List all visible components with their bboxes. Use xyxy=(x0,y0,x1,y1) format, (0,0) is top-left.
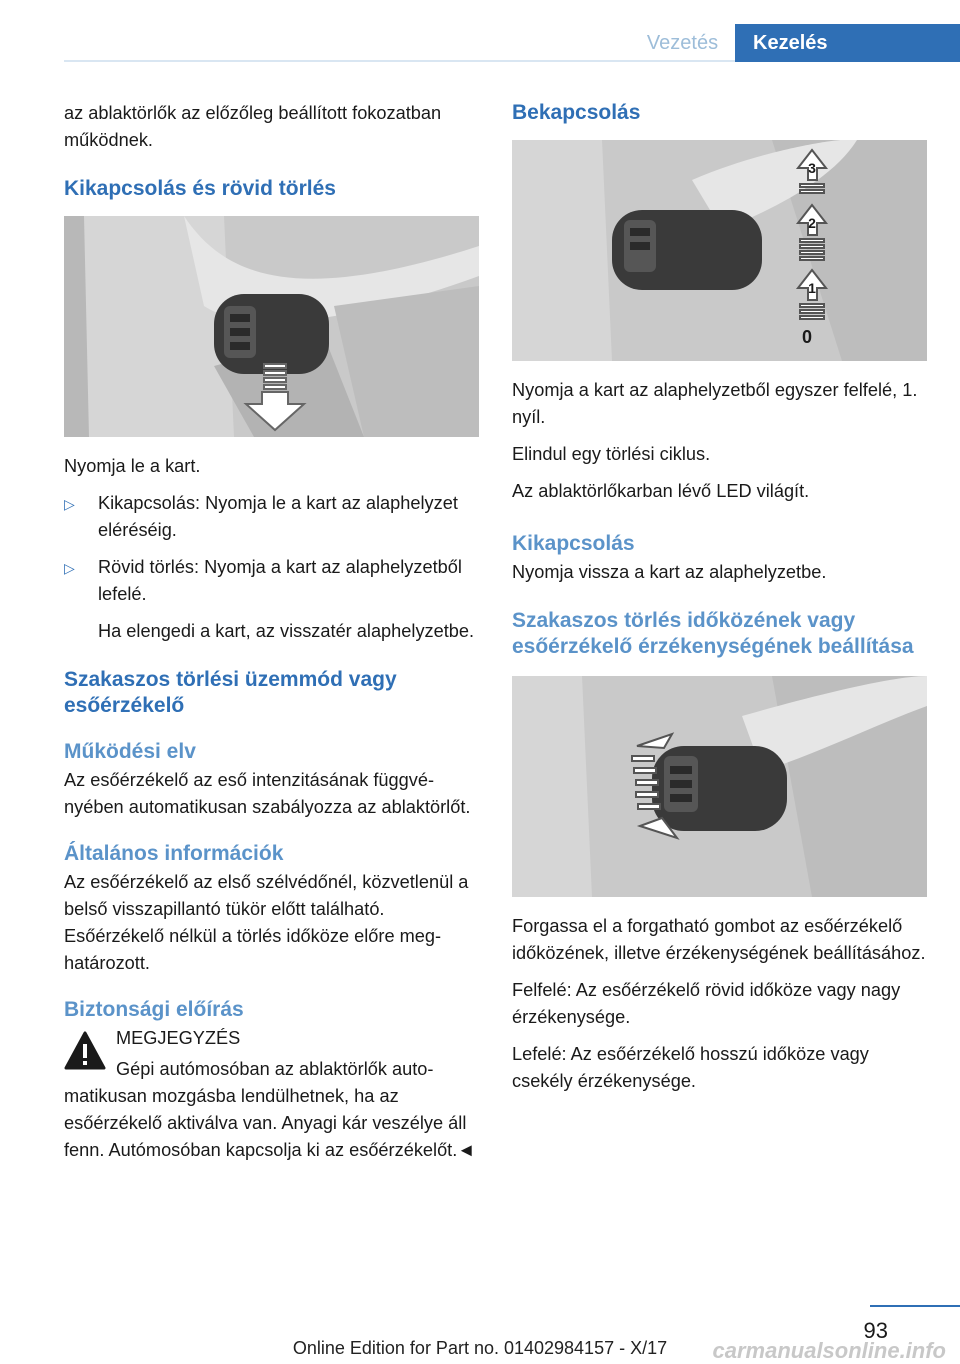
intro-text: az ablaktörlők az előzőleg beállított fokozatban működnek. xyxy=(64,103,442,150)
arrow-label-0: 0 xyxy=(802,327,813,347)
action-list xyxy=(64,490,482,645)
altalanos-text: Az esőérzékelő az első szélvédőnél, közvetlenül a belső visszapillantó tükör előtt található. Esőérzékelő nélkül a törlés időköze előre meghatározott. xyxy=(64,872,469,973)
warning-title: MEGJEGYZÉS xyxy=(116,1028,241,1048)
tab-kezeles[interactable]: Kezelés xyxy=(735,24,960,62)
heading-kikapcsolas: Kikapcsolás xyxy=(512,532,635,555)
fig1-caption: Nyomja le a kart. xyxy=(64,456,201,476)
lefele-text: Lefelé: Az esőérzékelő hosszú időköze vagy csekély érzékenysége. xyxy=(512,1044,869,1091)
heading-biztonsagi: Biztonsági előírás xyxy=(64,998,244,1021)
watermark: carmanualsonline.info xyxy=(712,1338,946,1363)
heading-kikapcsolas-rovid: Kikapcsolás és rövid törlés xyxy=(64,177,336,200)
list-item: ▷ Kikapcsolás: Nyomja le a kart az alaphelyzet eléréséig. xyxy=(64,493,458,540)
list-item: ▷ Rövid törlés: Nyomja a kart az alaphelyzetből lefelé. xyxy=(64,557,462,604)
bekapcsolas-text-3: Az ablaktörlőkarban lévő LED világít. xyxy=(512,481,810,501)
edition-footer: Online Edition for Part no. 01402984157 - X/17 xyxy=(292,1338,668,1358)
bekapcsolas-text-1: Nyomja a kart az alaphelyzetből egyszer felfelé, 1. nyíl. xyxy=(512,380,918,427)
triangle-bullet-icon: ▷ xyxy=(64,560,75,576)
kikapcsolas-text: Nyomja vissza a kart az alaphelyzetbe. xyxy=(512,562,827,582)
heading-szakaszos: Szakaszos törlési üzemmód vagy esőérzékelő xyxy=(64,668,397,717)
left-column xyxy=(64,100,482,1174)
arrow-label-1: 1 xyxy=(808,280,816,296)
bekapcsolas-text-2: Elindul egy törlési ciklus. xyxy=(512,444,711,464)
arrow-label-3: 3 xyxy=(808,160,816,176)
warning-triangle-icon xyxy=(64,1031,106,1071)
heading-beallitas: Szakaszos törlés időközének vagy esőérzékelő érzékenységének beállítása xyxy=(512,609,914,658)
wiper-knob-rotate-figure xyxy=(512,676,927,897)
warning-block xyxy=(64,1025,482,1052)
tab-vezetes[interactable]: Vezetés xyxy=(646,32,719,54)
arrow-label-2: 2 xyxy=(808,215,816,231)
fig3-caption: Forgassa el a forgatható gombot az esőérzékelő időközének, illetve érzékenységének beállításához. xyxy=(512,916,926,963)
warning-text: Gépi autómosóban az ablaktörlők automatikusan mozgásba lendülhetnek, ha az esőérzékelő aktiválva van. Anyagi kár veszélye áll fenn. Autómosóban kapcsolja ki az esőérzékelőt.◄ xyxy=(64,1059,476,1160)
heading-altalanos: Általános információk xyxy=(64,842,284,865)
triangle-bullet-icon: ▷ xyxy=(64,496,75,512)
right-column xyxy=(512,100,930,1105)
felfele-text: Felfelé: Az esőérzékelő rövid időköze vagy nagy érzékenysége. xyxy=(512,980,901,1027)
footer-rule xyxy=(870,1305,960,1307)
mukodesi-text: Az esőérzékelő az eső intenzitásának függvényében automatikusan szabályozza az ablaktörlőt. xyxy=(64,770,471,817)
page-number: 93 xyxy=(863,1318,888,1343)
wiper-lever-up-figure xyxy=(512,140,927,361)
heading-mukodesi-elv: Működési elv xyxy=(64,740,196,763)
wiper-lever-down-figure xyxy=(64,216,479,437)
heading-bekapcsolas: Bekapcsolás xyxy=(512,101,641,124)
list-item-continuation: Ha elengedi a kart, az visszatér alaphelyzetbe. xyxy=(98,621,475,641)
